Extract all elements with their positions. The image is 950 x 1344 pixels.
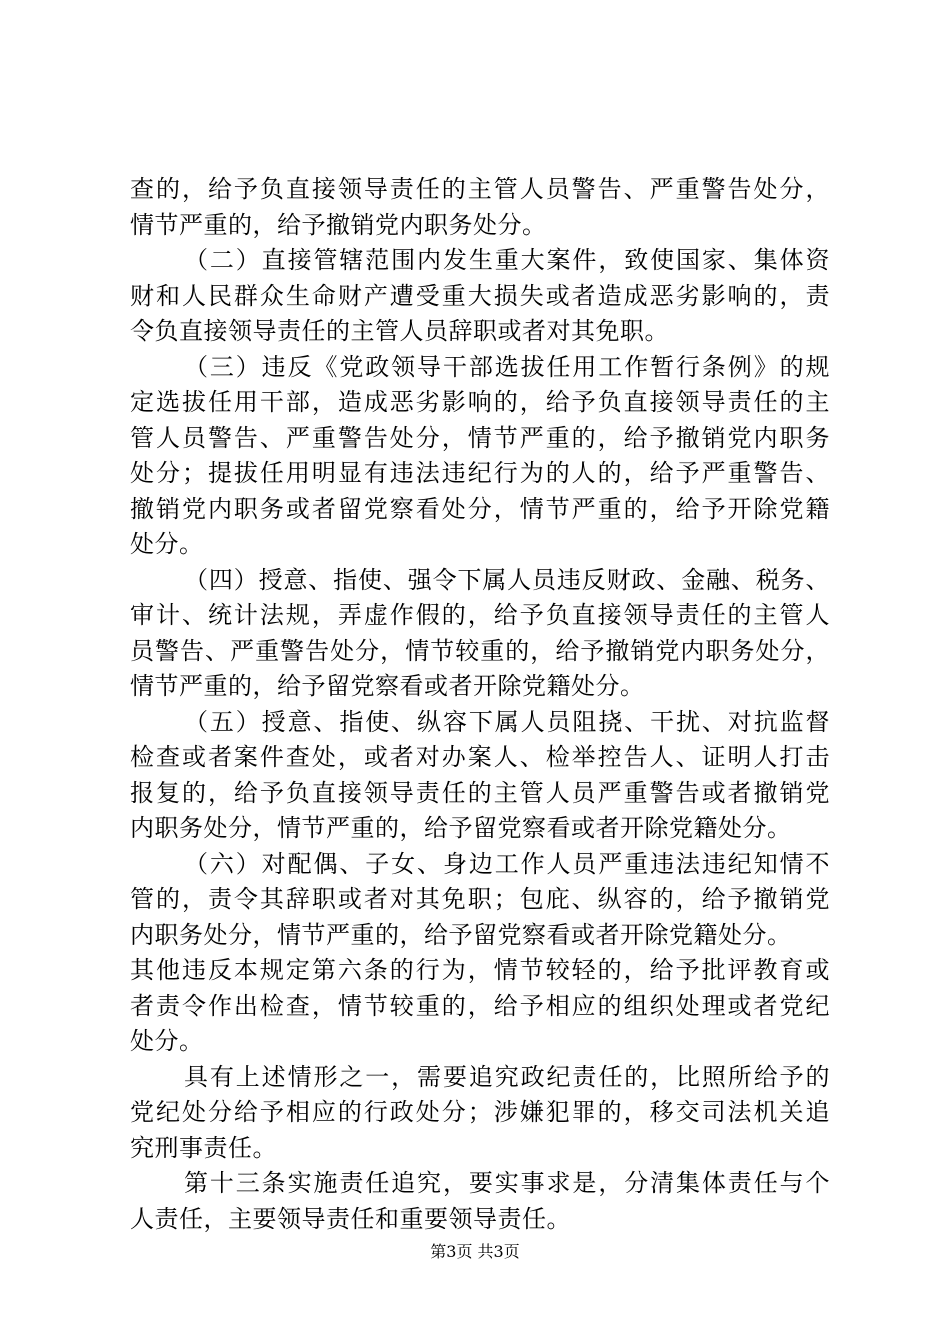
text-line: （二）直接管辖范围内发生重大案件，致使国家、集体资 <box>184 246 830 274</box>
text-line: 内职务处分，情节严重的，给予留党察看或者开除党籍处分。 <box>130 814 792 842</box>
text-line: 财和人民群众生命财产遭受重大损失或者造成恶劣影响的，责 <box>130 281 830 310</box>
text-line: 具有上述情形之一，需要追究政纪责任的，比照所给予的 <box>184 1062 830 1091</box>
text-line: 员警告、严重警告处分，情节较重的，给予撤销党内职务处分， <box>130 636 830 665</box>
text-line: （六）对配偶、子女、身边工作人员严重违法违纪知情不 <box>184 849 830 878</box>
text-line: 处分。 <box>130 530 204 558</box>
text-line: 情节严重的，给予撤销党内职务处分。 <box>130 210 547 239</box>
text-line: 管人员警告、严重警告处分，情节严重的，给予撤销党内职务 <box>130 423 830 452</box>
text-line: 处分。 <box>130 1027 204 1055</box>
document-body <box>130 172 830 1237</box>
text-line: 者责令作出检查，情节较重的，给予相应的组织处理或者党纪 <box>130 991 830 1020</box>
text-line: 人责任，主要领导责任和重要领导责任。 <box>130 1204 571 1233</box>
text-line: 其他违反本规定第六条的行为，情节较轻的，给予批评教育或 <box>130 956 830 984</box>
text-line: 检查或者案件查处，或者对办案人、检举控告人、证明人打击 <box>130 743 830 771</box>
page-footer: 第3页 共3页 <box>430 1242 520 1261</box>
text-line: 定选拔任用干部，造成恶劣影响的，给予负直接领导责任的主 <box>130 388 830 416</box>
text-line: （五）授意、指使、纵容下属人员阻挠、干扰、对抗监督 <box>184 707 830 736</box>
text-line: 报复的，给予负直接领导责任的主管人员严重警告或者撤销党 <box>130 778 830 807</box>
text-line: 究刑事责任。 <box>130 1133 277 1162</box>
text-line: 审计、统计法规，弄虚作假的，给予负直接领导责任的主管人 <box>130 601 830 629</box>
text-line: 撤销党内职务或者留党察看处分，情节严重的，给予开除党籍 <box>130 494 830 523</box>
text-line: 内职务处分，情节严重的，给予留党察看或者开除党籍处分。 <box>130 920 792 949</box>
text-line: （三）违反《党政领导干部选拔任用工作暂行条例》的规 <box>184 352 830 381</box>
text-line: （四）授意、指使、强令下属人员违反财政、金融、税务、 <box>184 565 830 594</box>
text-line: 情节严重的，给予留党察看或者开除党籍处分。 <box>130 672 645 700</box>
text-line: 处分；提拔任用明显有违法违纪行为的人的，给予严重警告、 <box>130 459 830 487</box>
text-line: 党纪处分给予相应的行政处分；涉嫌犯罪的，移交司法机关追 <box>130 1098 830 1126</box>
text-line: 查的，给予负直接领导责任的主管人员警告、严重警告处分， <box>130 175 830 203</box>
text-line: 管的，责令其辞职或者对其免职；包庇、纵容的，给予撤销党 <box>130 885 830 913</box>
text-line: 第十三条实施责任追究，要实事求是，分清集体责任与个 <box>184 1169 830 1197</box>
text-line: 令负直接领导责任的主管人员辞职或者对其免职。 <box>130 317 669 345</box>
